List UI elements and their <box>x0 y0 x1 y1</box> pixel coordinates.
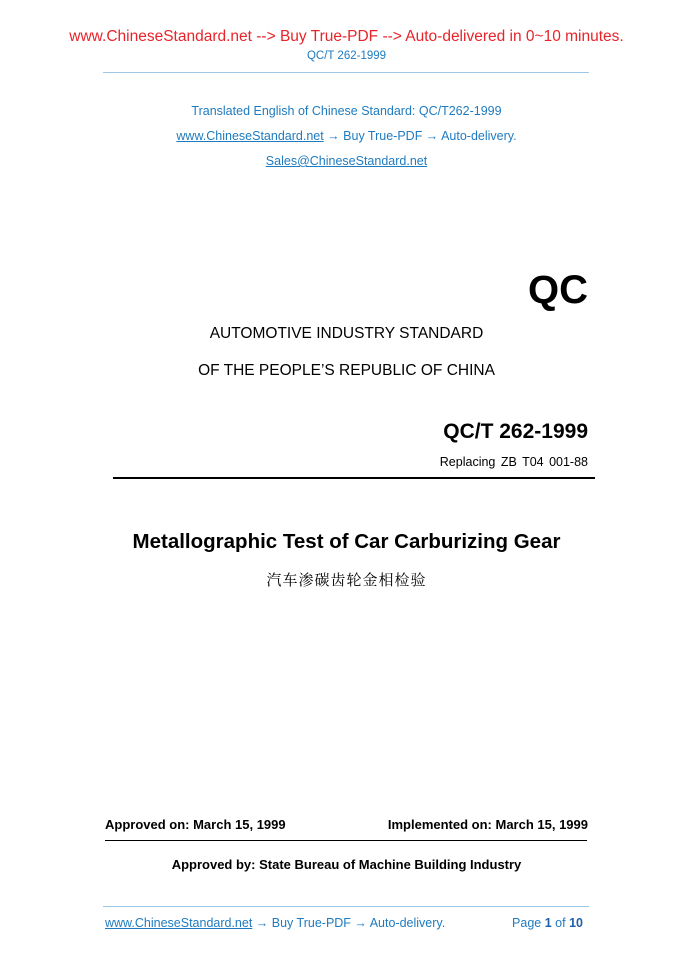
approving-authority: Approved by: State Bureau of Machine Building Industry <box>171 857 522 872</box>
footer-purchase-text: → Buy True-PDF → Auto-delivery. <box>252 916 446 930</box>
sales-email-link[interactable]: Sales@ChineseStandard.net <box>265 154 428 168</box>
qc-mark: QC <box>528 268 588 312</box>
org-line-2: OF THE PEOPLE’S REPUBLIC OF CHINA <box>198 362 495 379</box>
footer-purchase-line <box>105 916 445 930</box>
footer-divider <box>103 906 589 907</box>
implemented-on-date: Implemented on: March 15, 1999 <box>387 817 588 832</box>
dates-divider <box>105 840 587 841</box>
page-indicator <box>512 916 583 930</box>
page-total: 10 <box>569 916 583 930</box>
replacing-note: Replacing ZB T04 001-88 <box>439 455 588 469</box>
document-title-cn: 汽车渗碳齿轮金相检验 <box>266 571 427 589</box>
promo-banner[interactable]: www.ChineseStandard.net --> Buy True-PDF --> Auto-delivered in 0~10 minutes. <box>69 28 624 45</box>
header-standard-code: QC/T 262-1999 <box>306 50 387 62</box>
translation-note: Translated English of Chinese Standard: QC/T262-1999 <box>191 104 502 118</box>
purchase-text: → Buy True-PDF → Auto-delivery. <box>323 129 517 143</box>
header-divider <box>103 72 589 73</box>
document-title-en: Metallographic Test of Car Carburizing Gear <box>132 530 561 553</box>
page-label: Page <box>512 916 542 930</box>
footer-site-link[interactable]: www.ChineseStandard.net <box>105 916 253 930</box>
purchase-line <box>0 129 693 143</box>
approved-on-date: Approved on: March 15, 1999 <box>105 817 286 832</box>
standard-number: QC/T 262-1999 <box>443 420 588 443</box>
email-line <box>0 154 693 168</box>
page-current: 1 <box>544 916 552 930</box>
org-line-1: AUTOMOTIVE INDUSTRY STANDARD <box>209 325 484 342</box>
site-link[interactable]: www.ChineseStandard.net <box>176 129 324 143</box>
page-of-label: of <box>555 916 566 930</box>
title-divider <box>113 477 595 479</box>
